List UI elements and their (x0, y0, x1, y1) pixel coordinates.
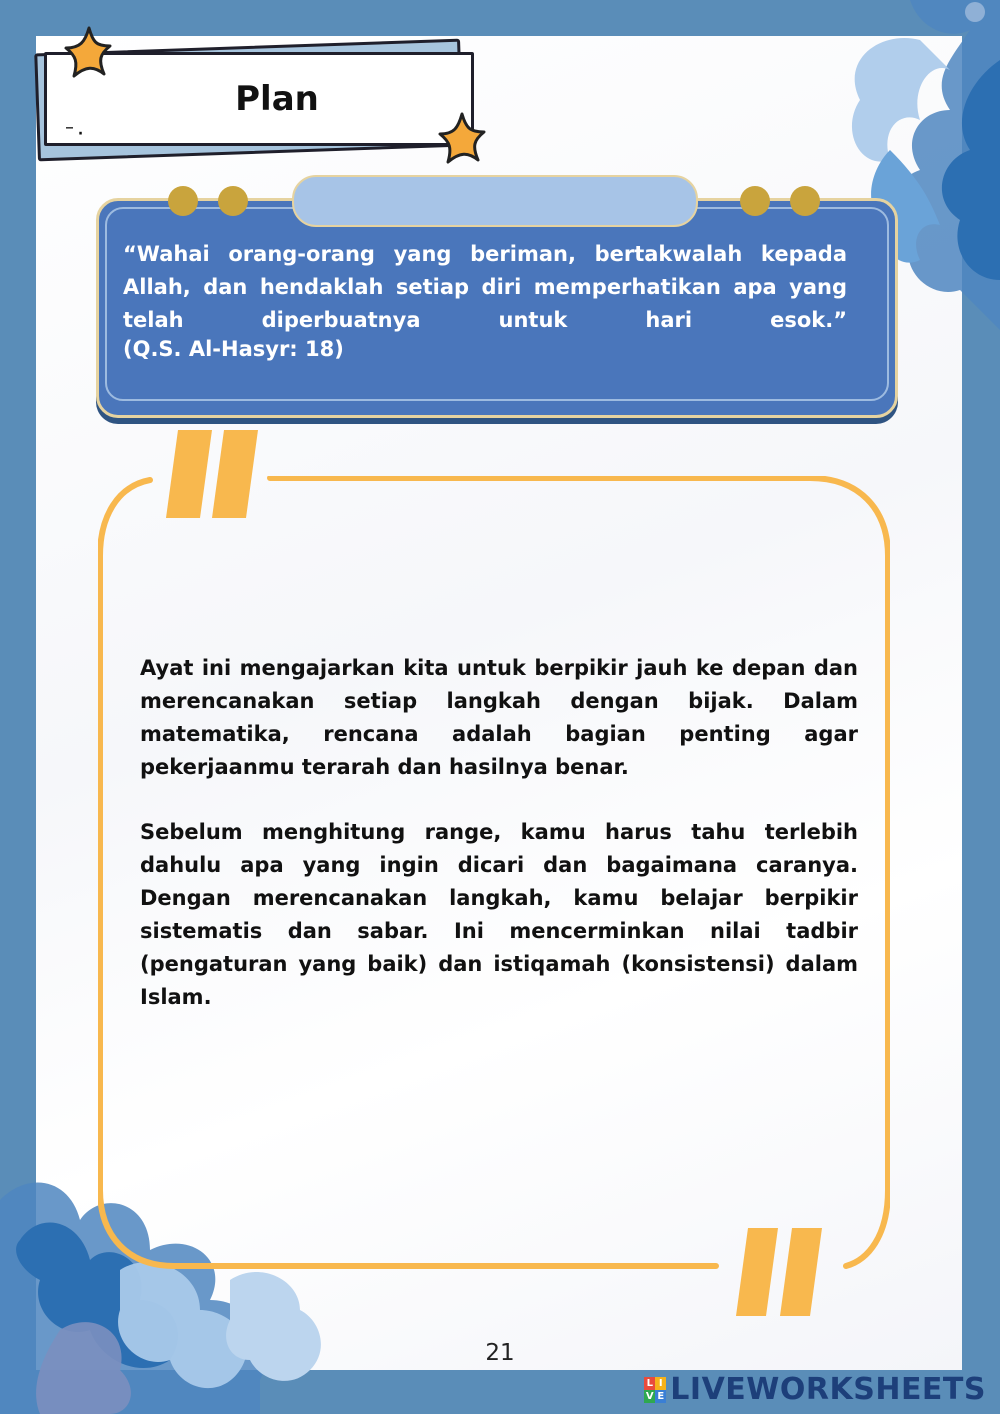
body-paragraph-2: Sebelum menghitung range, kamu harus tahu terlebih dahulu apa yang ingin dicari dan bagaimana caranya. Dengan merencanakan langkah, kamu belajar berpikir sistematis dan sabar. Ini mencerminkan nilai tadbir (pengaturan yang baik) dan istiqamah (konsistensi) dalam Islam. (140, 820, 858, 1009)
star-icon (52, 24, 126, 94)
brand-mark-icon: L I V E (644, 1377, 666, 1403)
brand-name: LIVEWORKSHEETS (670, 1372, 986, 1407)
brand-logo[interactable] (644, 1372, 986, 1407)
title-subtitle-fragment: ‾ · (66, 126, 84, 142)
star-icon (428, 110, 496, 176)
decorative-dot (168, 186, 198, 216)
decorative-dot (218, 186, 248, 216)
quote-panel-tab (292, 175, 698, 227)
quote-open-icon (166, 430, 262, 522)
decorative-dot (790, 186, 820, 216)
page-title: Plan (235, 79, 319, 119)
body-paragraph-1: Ayat ini mengajarkan kita untuk berpikir jauh ke depan dan merencanakan setiap langkah dengan bijak. Dalam matematika, rencana adalah bagian penting agar pekerjaanmu terarah dan hasilnya benar. (140, 656, 858, 779)
quote-close-icon (734, 1228, 824, 1320)
quote-reference: (Q.S. Al-Hasyr: 18) (123, 337, 344, 361)
decorative-dot (740, 186, 770, 216)
quote-verse-text: “Wahai orang-orang yang beriman, bertakwalah kepada Allah, dan hendaklah setiap diri memperhatikan apa yang telah diperbuatnya untuk hari esok.” (123, 242, 847, 332)
page-number: 21 (485, 1340, 515, 1366)
